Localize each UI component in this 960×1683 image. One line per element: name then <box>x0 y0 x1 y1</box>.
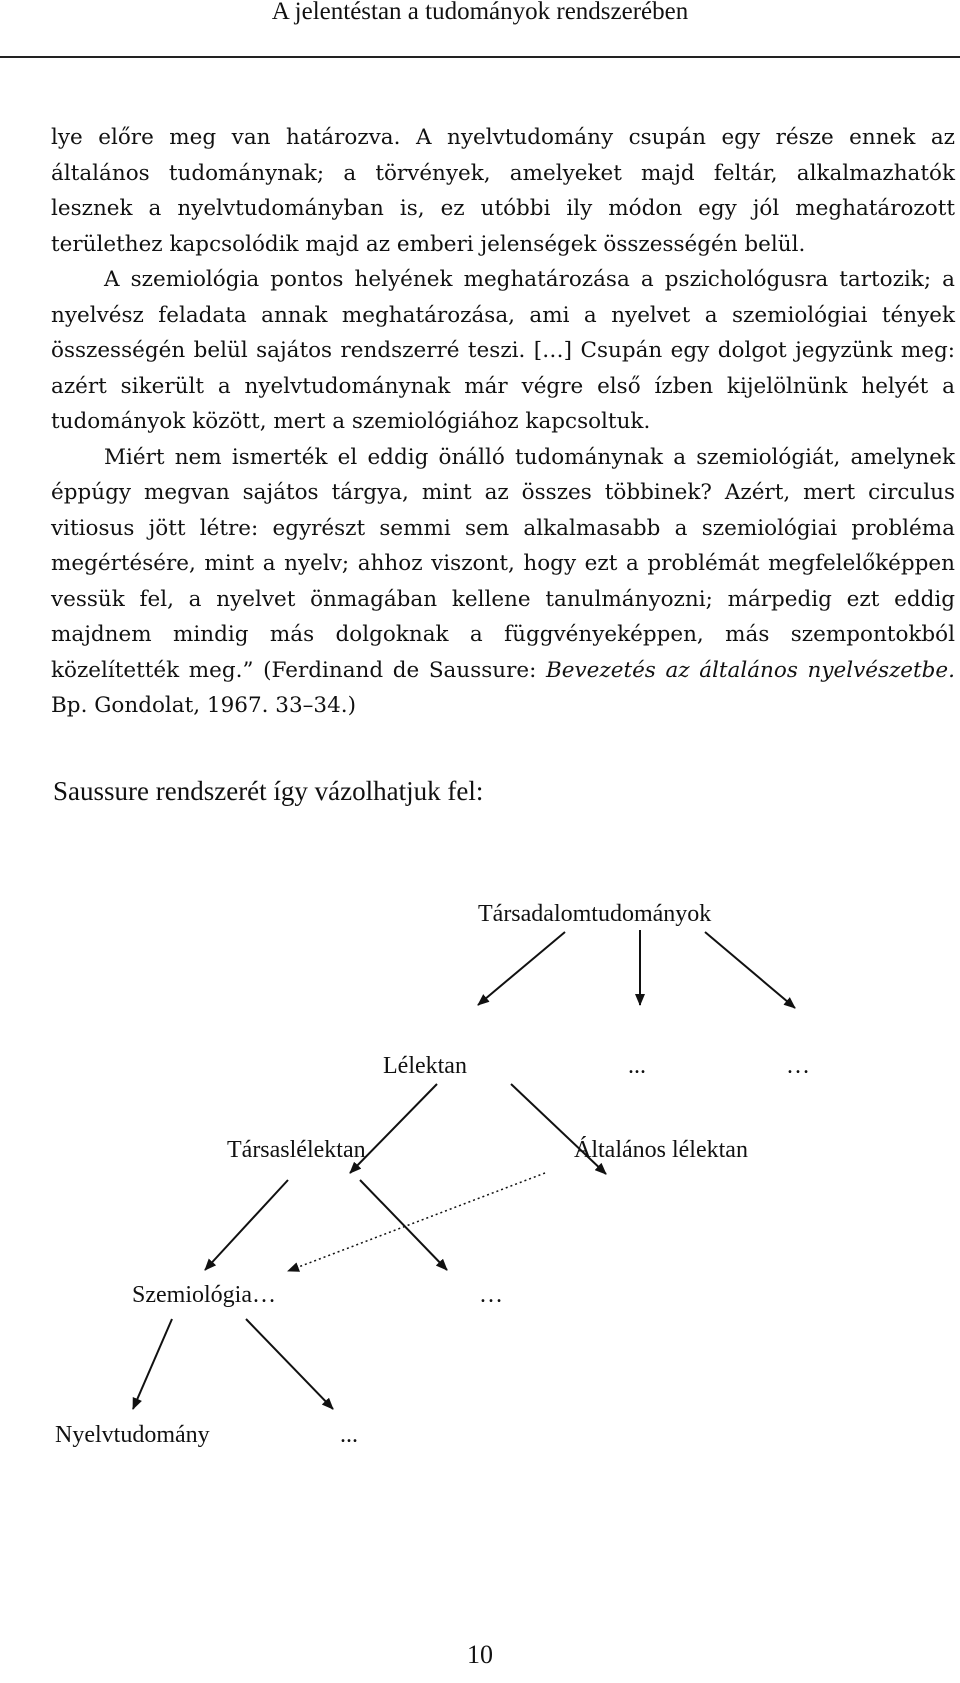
node-level1-right: … <box>786 1053 810 1079</box>
book-title: Bevezetés az általános nyelvészetbe. <box>546 657 955 683</box>
node-level4-right: ... <box>340 1422 358 1448</box>
node-level3-right: … <box>479 1282 503 1308</box>
node-tarsaslelektan: Társaslélektan <box>227 1137 366 1163</box>
running-header: A jelentéstan a tudományok rendszerében <box>271 0 689 25</box>
page-number: 10 <box>467 1640 493 1669</box>
arrow-tarsaslelektan-to-right <box>360 1180 447 1270</box>
diagram-intro: Saussure rendszerét így vázolhatjuk fel: <box>53 776 484 806</box>
paragraph-1: lye előre meg van határozva. A nyelvtudomány csupán egy része ennek az általános tudománynak; a törvények, amelyeket majd feltár, alkalmazhatók lesznek a nyelvtudományban is, ez utóbbi ily módon egy jól meghatározott területhez kapcsolódik majd az emberi jelenségek összességén belül. <box>51 125 955 257</box>
paragraph-3-text: Miért nem ismerték el eddig önálló tudománynak a szemiológiát, amelynek éppúgy megvan sajátos tárgya, mint az összes többinek? Azért, mert circulus vitiosus jött létre: egyrészt semmi sem alkalmasabb a szemiológiai probléma megértésére, mint a nyelv; ahhoz viszont, hogy ezt a problémát megfelelőképpen vessük fel, a nyelvet önmagában kellene tanulmányozni; márpedig ezt eddig majdnem mindig más dolgoknak a függvényeképpen, más szempontokból közelítették meg.” (Ferdinand de Saussure: <box>51 444 955 683</box>
node-nyelvtudomany: Nyelvtudomány <box>55 1422 210 1448</box>
arrow-root-to-right <box>705 932 795 1008</box>
arrow-tarsaslelektan-to-szemiologia <box>205 1180 288 1270</box>
citation-end: Bp. Gondolat, 1967. 33–34.) <box>51 693 356 718</box>
node-szemiologia: Szemiológia… <box>132 1282 276 1308</box>
arrow-szemiologia-to-nyelvtudomany <box>133 1319 172 1409</box>
node-tarsadalomtudomanyok: Társadalomtudományok <box>478 901 712 927</box>
node-altalanos-lelektan: Általános lélektan <box>574 1137 748 1163</box>
dotted-arrow-altalanos-to-szemiologia <box>288 1173 545 1271</box>
arrow-root-to-lelektan <box>478 932 565 1005</box>
arrow-szemiologia-to-right <box>246 1319 333 1409</box>
paragraph-2: A szemiológia pontos helyének meghatározása a pszichológusra tartozik; a nyelvész feladata annak meghatározása, ami a nyelvet a szemiológiai tények összességén belül sajátos rendszerré teszi. […] Csupán egy dolgot jegyzünk meg: azért sikerült a nyelvtudománynak már végre első ízben kijelölnünk helyét a tudományok között, mert a szemiológiához kapcsoltuk. <box>51 267 955 434</box>
node-level1-middle: ... <box>628 1053 646 1079</box>
node-lelektan: Lélektan <box>383 1053 467 1079</box>
